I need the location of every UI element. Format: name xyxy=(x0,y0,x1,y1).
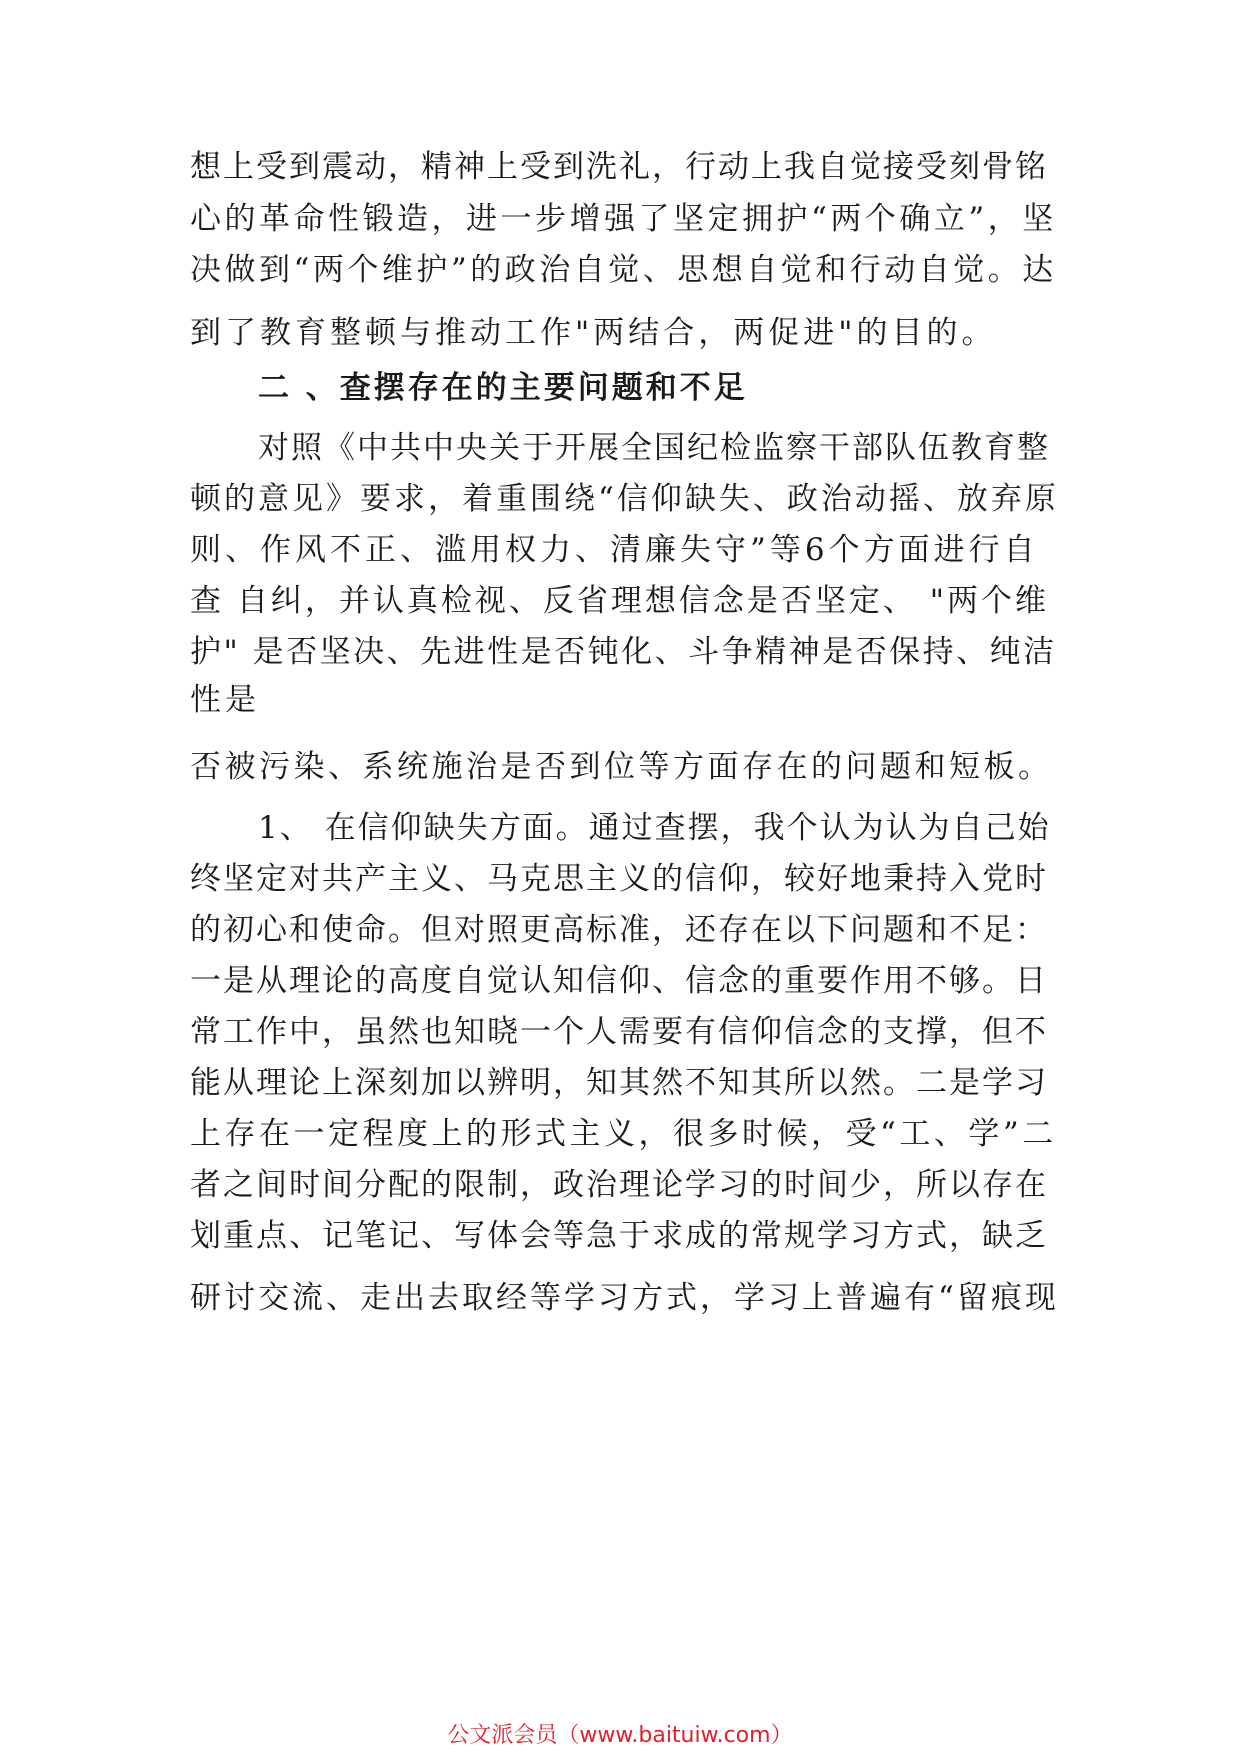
paragraph-2-line: 查 自纠，并认真检视、反省理想信念是否坚定、 "两个维 xyxy=(190,583,1049,619)
paragraph-3-line: 者之间时间分配的限制，政治理论学习的时间少，所以存在 xyxy=(190,1167,1048,1203)
paragraph-3-line: 1、 在信仰缺失方面。通过查摆，我个认为认为自己始 xyxy=(258,810,1051,846)
paragraph-3-line: 能从理论上深刻加以辨明，知其然不知其所以然。二是学习 xyxy=(190,1065,1048,1101)
paragraph-3-line: 研讨交流、走出去取经等学习方式，学习上普遍有“留痕现 xyxy=(190,1280,1059,1316)
paragraph-3-line: 终坚定对共产主义、马克思主义的信仰，较好地秉持入党时 xyxy=(190,861,1048,897)
footer-member-link[interactable]: 公文派会员（www.baituiw.com） xyxy=(447,1723,793,1748)
paragraph-3-line: 常工作中，虽然也知晓一个人需要有信仰信念的支撑，但不 xyxy=(190,1014,1048,1050)
paragraph-2-line: 护" 是否坚决、先进性是否钝化、斗争精神是否保持、纯洁 xyxy=(190,634,1057,670)
paragraph-1-line: 到了教育整顿与推动工作"两结合，两促进"的目的。 xyxy=(190,315,997,351)
paragraph-1-line: 决做到“两个维护”的政治自觉、思想自觉和行动自觉。达 xyxy=(190,252,1057,288)
section-heading: 二 、查摆存在的主要问题和不足 xyxy=(258,370,748,406)
paragraph-2-line: 对照《中共中央关于开展全国纪检监察干部队伍教育整 xyxy=(258,430,1050,466)
paragraph-3-line: 的初心和使命。但对照更高标准，还存在以下问题和不足： xyxy=(190,912,1048,948)
paragraph-2-line: 性是 xyxy=(190,682,260,718)
paragraph-2-line: 顿的意见》要求，着重围绕“信仰缺失、政治动摇、放弃原 xyxy=(190,481,1059,517)
paragraph-3-line: 划重点、记笔记、写体会等急于求成的常规学习方式，缺乏 xyxy=(190,1218,1048,1254)
paragraph-3-line: 一是从理论的高度自觉认知信仰、信念的重要作用不够。日 xyxy=(190,963,1048,999)
paragraph-1-line: 心的革命性锻造，进一步增强了坚定拥护“两个确立”，坚 xyxy=(190,201,1057,237)
paragraph-2-line: 否被污染、系统施治是否到位等方面存在的问题和短板。 xyxy=(190,749,1053,785)
paragraph-3-line: 上存在一定程度上的形式主义，很多时候，受“工、学”二 xyxy=(190,1116,1057,1152)
paragraph-2-line: 则、作风不正、滥用权力、清廉失守”等6个方面进行自 xyxy=(190,532,1039,568)
paragraph-1-line: 想上受到震动，精神上受到洗礼，行动上我自觉接受刻骨铭 xyxy=(190,149,1048,185)
